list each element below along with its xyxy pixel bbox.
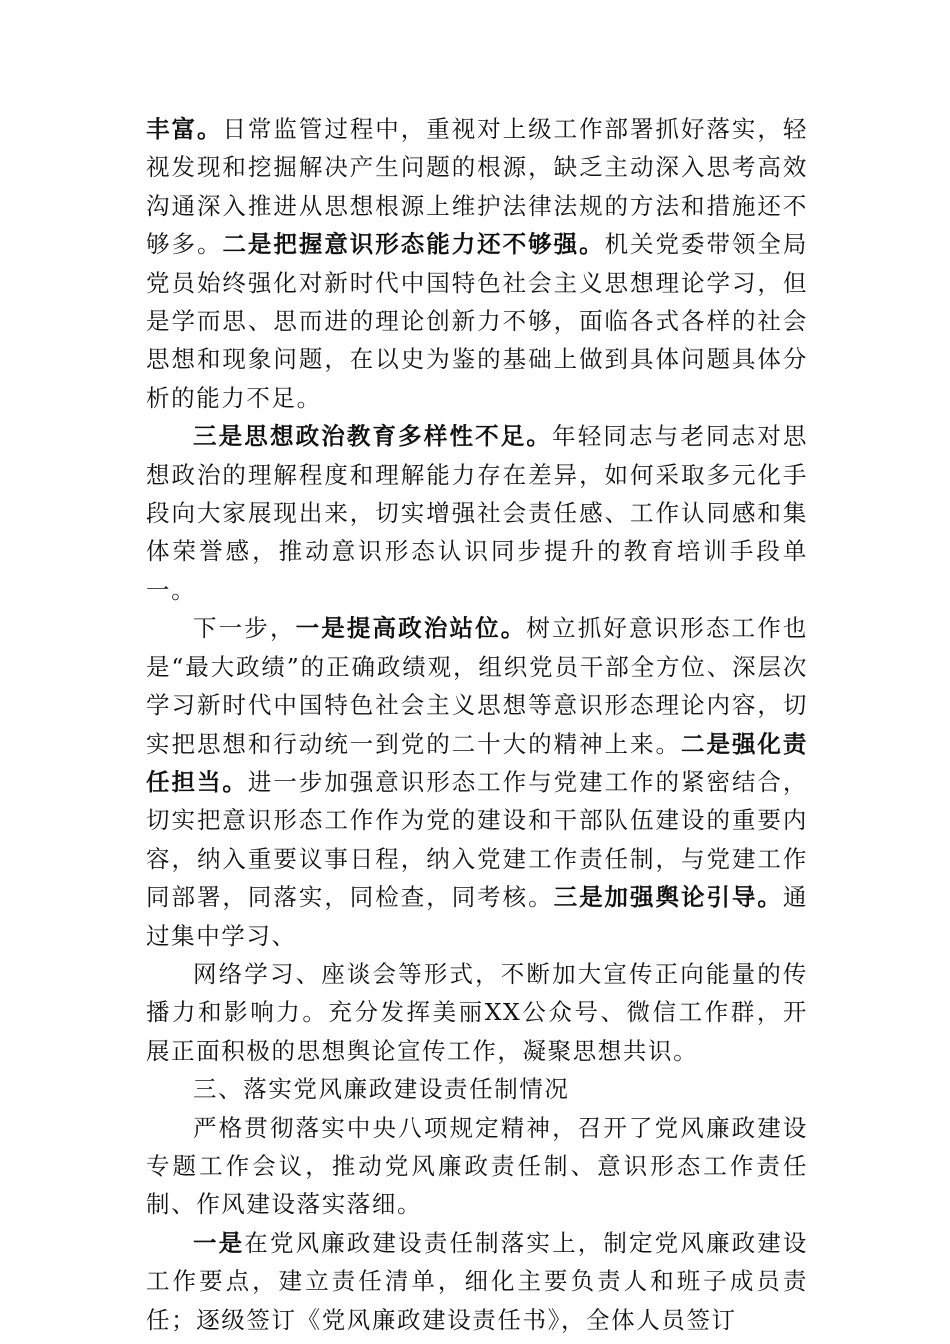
paragraph-6 [146,1224,808,1339]
body-text: 通过集中学习、 [146,883,808,950]
bold-phrase: 二是把握意识形态能力还不够强。 [222,230,605,259]
body-text: 年轻同志与老同志对思想政治的理解程度和理解能力存在差异，如何采取多元化手段向大家展现出来，切实增强社会责任感、工作认同感和集体荣誉感，推动意识形态认识同步提升的教育培训手段单一。 [146,422,809,604]
body-text: 树立抓好意识形态工作也是“最大政绩”的正确政绩观，组织党员干部全方位、深层次学习新时代中国特色社会主义思想等意识形态理论内容，切实把思想和行动统一到党的二十大的精神上来。 [146,614,808,758]
body-text: 网络学习、座谈会等形式，不断加大宣传正向能量的传播力和影响力。充分发挥美丽XX公众号、微信工作群，开展正面积极的思想舆论宣传工作，凝聚思想共识。 [146,959,808,1065]
bold-phrase: 三是加强舆论引导。 [553,883,783,912]
bold-phrase: 三是思想政治教育多样性不足。 [193,422,553,451]
body-text: 下一步， [193,614,296,643]
bold-phrase: 丰富。 [146,115,223,143]
body-text: 在党风廉政建设责任制落实上，制定党风廉政建设工作要点，建立责任清单，细化主要负责人和班子成员责任；逐级签订《党风廉政建设责任书》，全体人员签订 [146,1228,808,1334]
body-text: 进一步加强意识形态工作与党建工作的紧密结合，切实把意识形态工作作为党的建设和干部队伍建设的重要内容，纳入重要议事日程，纳入党建工作责任制，与党建工作同部署，同落实，同检查，同考核。 [146,767,808,912]
section-heading: 三、落实党风廉政建设责任制情况 [193,1075,570,1104]
bold-phrase: 二是强化责任担当。 [146,729,809,796]
document-page [146,110,808,1339]
body-text: 严格贯彻落实中央八项规定精神，召开了党风廉政建设专题工作会议，推动党风廉政责任制、意识形态工作责任制、作风建设落实落细。 [146,1113,808,1219]
paragraph-4 [146,955,808,1070]
body-text: 日常监管过程中，重视对上级工作部署抓好落实，轻视发现和挖掘解决产生问题的根源，缺乏主动深入思考高效沟通深入推进从思想根源上维护法律法规的方法和措施还不够多。 [146,115,808,259]
bold-phrase: 一是 [193,1228,245,1257]
paragraph-2 [146,417,808,609]
paragraph-5 [146,1109,808,1224]
bold-phrase: 一是提高政治站位。 [295,614,527,643]
paragraph-3 [146,609,808,955]
body-text: 机关党委带领全局党员始终强化对新时代中国特色社会主义思想理论学习，但是学而思、思而进的理论创新力不够，面临各式各样的社会思想和现象问题，在以史为鉴的基础上做到具体问题具体分析的能力不足。 [146,230,808,412]
paragraph-1 [146,110,808,417]
